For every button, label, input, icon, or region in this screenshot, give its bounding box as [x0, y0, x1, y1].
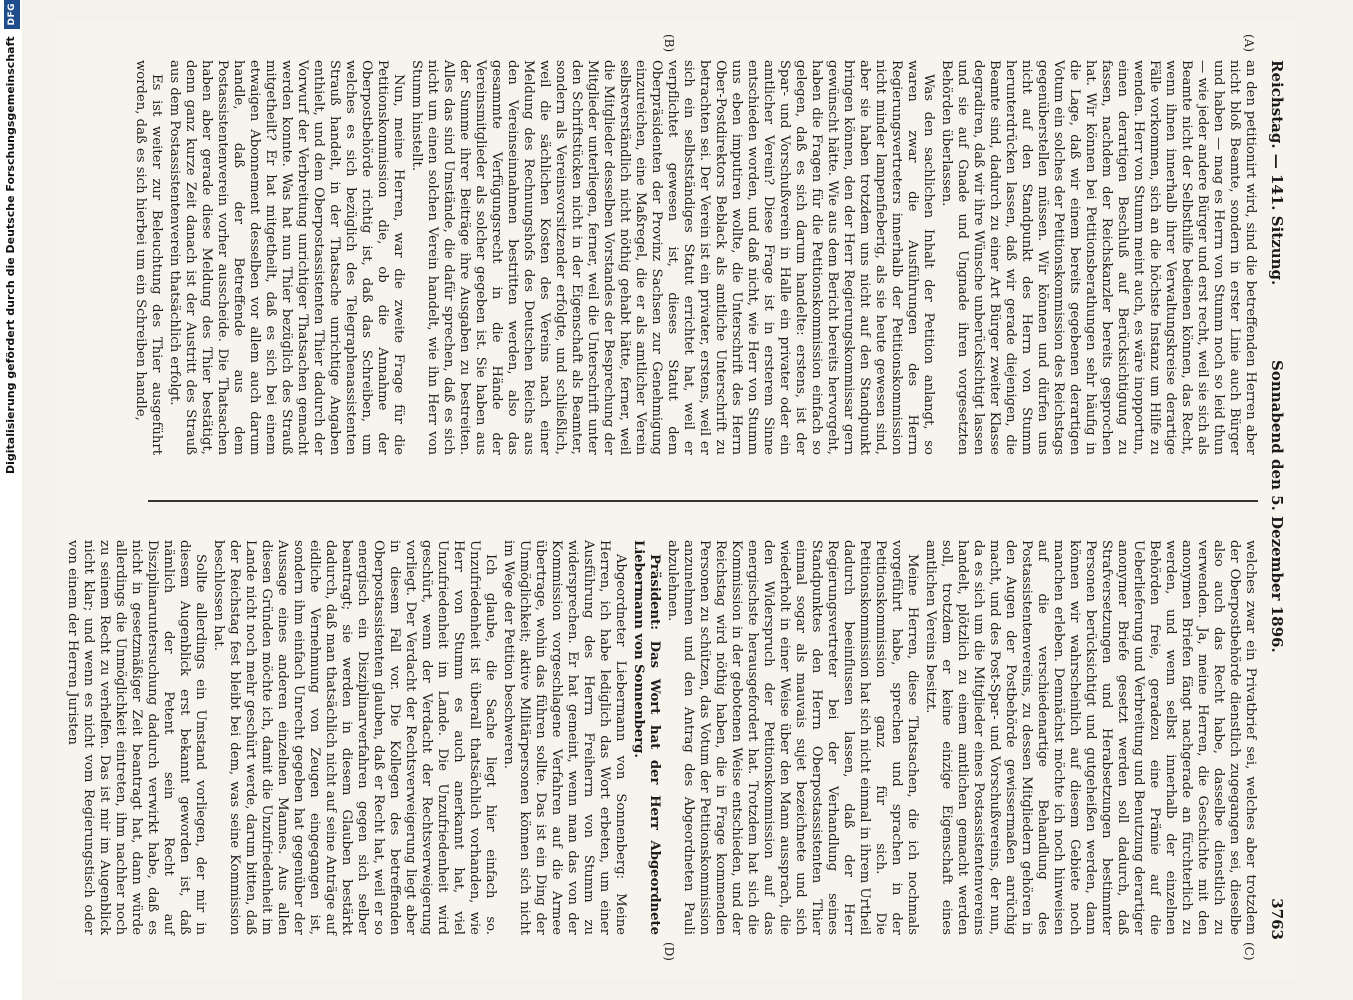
column-divider — [148, 500, 1258, 502]
attribution-strip — [0, 0, 22, 1000]
page-number: 3763 — [1268, 898, 1286, 940]
paragraph: Sollte allerdings ein Umstand vorliegen, der mir in diesem Augenblick erst bekannt geworden ist, daß nämlich der Petent sein Recht auf Disziplinaruntersuchung dadurch verwirkt habe, daß es nicht in gesetzmäßiger Zeit beantragt hat, dann würde allerdings die Unmöglichkeit eintreten, ihm nachher noch zu seinem Recht zu verhelfen. Das ist mir im Augenblick nicht klar; und wenn es nicht vom Regierungstisch oder von einem der Herren Juristen — [65, 540, 208, 935]
paragraph: Ich glaube, die Sache liegt hier einfach so. Unzufriedenheit ist überall thatsächlich vorhanden, wie Herr von Stumm es auch anerkannt hat, viel Unzufriedenheit im Lande. Die Unzufriedenheit wird geschürt, wenn der Verdacht der Rechtsverweigerung vorliegt. Der Verdacht der Rechtsverweigerung liegt aber in diesem Fall vor. Die Kollegen des betreffenden Oberpostassistenten glauben, daß er Recht hat, weil er so energisch ein Disziplinarverfahren gegen sich selber beantragt; sie werden in diesem Glauben bestärkt dadurch, daß man thatsächlich nicht auf seine Anträge auf eidliche Vernehmung von Zeugen eingegangen ist, sondern ihm einfach Unrecht gegeben hat gegenüber der Aussage eines anderen einzelnen Mannes. Aus allen diesen Gründen möchte ich, damit die Unzufriedenheit im Lande nicht noch mehr geschürt werde, darum bitten, daß der Reichstag fest bleibt bei dem, was seine Kommission beschlossen hat. — [211, 540, 498, 935]
dfg-logo: DFG — [4, 0, 20, 29]
header-session: Reichstag. — 141. Sitzung. — [1268, 60, 1286, 286]
text-column-left — [133, 60, 1258, 455]
margin-marker-b: (B) — [662, 34, 676, 53]
paragraph: Es ist weiter zur Beleuchtung des Thier ausgeführt worden, daß es sich hierbei um ein Schreiben handle, — [133, 60, 164, 455]
paragraph: Abgeordneter Liebermann von Sonnenberg: Meine Herren, ich habe lediglich das Wort erbeten, um einer Ausführung des Herrn Freiherrn von Stumm zu widersprechen. Er hat gemeint, wenn man das von der Kommission vorgeschlagene Verfahren auf die Armee übertrage, wohin das führen sollte. Das ist ein Ding der Unmöglichkeit; aktive Militärpersonen können sich nicht im Wege der Petition beschweren. — [501, 540, 628, 935]
paragraph: Meine Herren, diese Thatsachen, die ich nochmals vorgeführt habe, sprechen und sprachen in der Petitionskommission ganz für sich. Die Petitionskommission hat sich nicht einmal in ihrem Urtheil dadurch beeinflussen lassen, daß der Herr Regierungsvertreter bei der Verhandlung seines Standpunktes den Herrn Oberpostassistenten Thier einmal sogar als mauvais sujet bezeichnete und sich wiederholt in einer Weise über den Mann aussprach, die den Widerspruch der Petitionskommission auf das energischste herausgefordert hat. Trotzdem hat sich die Kommission in der gebotenen Weise entschieden, und der Reichstag wird nöthig haben, die in Frage kommenden Personen zu schützen, das Votum der Petitionskommission anzunehmen und den Antrag des Abgeordneten Pauli abzulehnen. — [665, 540, 920, 935]
page-header — [1264, 60, 1286, 940]
paragraph: welches zwar ein Privatbrief sei, welches aber trotzdem der Oberpostbehörde dienstlich zugegangen sei, dieselbe also auch das Recht habe, dasselbe dienstlich zu verwenden. Ja, meine Herren, die Geschichte mit den anonymen Briefen fängt nachgerade an fürchterlich zu werden, und wenn selbst innerhalb der einzelnen Behörden freie, geradezu eine Prämie auf die Ueberlieferung und Verbreitung und Benutzung derartiger anonymer Briefe gesetzt werden soll dadurch, daß Strafversetzungen und Herabsetzungen bestimmter Personen berücksichtigt und gutgeheißen werden, dann können wir wahrscheinlich auf diesem Gebiete noch manchen erleben. Demnächst möchte ich noch hinweisen auf die verschiedenartige Behandlung des Postassistentenvereins, zu dessen Mitgliedern gehören in den Augen der Postbehörde gewissermaßen anrüchig macht, und des Post-Spar- und Vorschußvereins, der nun, da es sich um die Mitglieder eines Postassistentenvereins handelt, plötzlich zu einem amtlichen gemacht werden soll, trotzdem er keine einzige Eigenschaft eines amtlichen Vereins besitzt. — [923, 540, 1258, 935]
paragraph: Nun, meine Herren, war die zweite Frage für die Petitionskommission die, ob die Annahme der Oberpostbehörde richtig ist, daß das Schreiben, um welches es sich bezüglich des Telegraphenassistenten Strauß handelt, in der Thatsache unrichtige Angaben enthielt, und dem Oberpostassistenten Thier dadurch der Vorwurf der Verbreitung unrichtiger Thatsachen gemacht werden konnte. Was hat nun Thier bezüglich des Strauß mitgetheilt? Er hat mitgetheilt, daß es sich bei einem etwaigen Abonnement desselben vor allem auch darum handle, daß der Betreffende aus dem Postassistentenverein vorher ausscheide. Die Thatsachen haben aber gerade diese Meldung des Thier bestätigt, denn ganz kurze Zeit danach ist der Austritt des Strauß aus dem Postassistentenverein thatsächlich erfolgt. — [167, 60, 406, 455]
attribution-text — [3, 0, 19, 1000]
text-column-right — [65, 540, 1258, 935]
paragraph: an den petitionirt wird, sind die betreffenden Herren aber nicht bloß Beamte, sondern in erster Linie auch Bürger und haben — mag es Herrn von Stumm noch so leid thun — wie jeder andere Bürger und erst recht, weil sie sich als Beamte nicht der Selbsthilfe bedienen können, das Recht, wenn ihnen innerhalb ihrer Verwaltungskreise derartige Fälle vorkommen, sich an die höchste Instanz um Hilfe zu wenden. Herr von Stumm meint auch, es wäre inopportun, einen derartigen Beschluß auf Berücksichtigung zu fassen, nachdem der Reichskanzler bereits gesprochen hat. Wir können bei Petitionsberathungen sehr häufig in die Lage, daß wir einem bereits gegebenen derartigen Votum ein solches der Petitionskommission des Reichstags gegenüberstellen müssen. Wir können und dürfen uns nicht auf den Standpunkt des Herrn von Stumm herunterdrücken lassen, daß wir gerade diejenigen, die Beamte sind, dadurch zu einer Art Bürger zweiter Klasse degradiren, daß wir ihre Wünsche unberücksichtigt lassen und sie auf Gnade und Ungnade ihren vorgesetzten Behörden überlassen. — [939, 60, 1258, 455]
margin-marker-c: (C) — [1242, 942, 1256, 961]
margin-marker-a: (A) — [1242, 34, 1256, 53]
header-date: Sonnabend den 5. Dezember 1896. — [1268, 360, 1286, 653]
attribution-label: Digitalisierung gefördert durch die Deutsche Forschungsgemeinschaft — [4, 36, 17, 475]
speaker-paragraph: Präsident: Das Wort hat der Herr Abgeordnete Liebermann von Sonnenberg. — [631, 540, 662, 935]
paragraph: Was den sachlichen Inhalt der Petition anlangt, so waren zwar die Ausführungen des Herrn Regierungsvertreters innerhalb der Petitionskommission nicht minder lampenfieberig, als sie heute gewesen sind, aber sie haben trotzdem uns nicht auf den Standpunkt bringen können, den der Herr Regierungskommissar gern gewünscht hätte. Wie aus dem Bericht bereits hervorgeht, haben die Fragen für die Petitionskommission einfach so gelegen, daß es sich darum handelte: erstens, ist der Spar- und Vorschußverein in Halle ein privater oder ein amtlicher Verein? Diese Frage ist in ersterem Sinne entschieden worden, und daß nicht, wie Herr von Stumm uns eben imputiren wollte, die Unterschrift des Herrn Ober-Postdirektors Beblack als amtliche Unterschrift zu betrachten sei. Der Verein ist ein privater, erstens, weil er sich ein selbstständiges Statut errichtet hat, weil er verpflichtet gewesen ist, dieses Statut dem Oberpräsidenten der Provinz Sachsen zur Genehmigung einzureichen, eine Maßregel, die er als amtlicher Verein selbstverständlich nicht nöthig gehabt hätte, ferner, weil die Mitglieder desselben Vorstandes der Besprechung der Mitglieder unterliegen, ferner, weil die Unterschrift unter den Schriftstücken nicht in der Eigenschaft als Beamter, sondern als Vereinsvorsitzender erfolgte, und schließlich, weil die sächlichen Kosten des Vereins nach einer Meldung des Rechnungshofs des Deutschen Reichs aus den Vereinseinnahmen bestritten werden, also das gesammte Verfügungsrecht in die Hände der Vereinsmitglieder als solcher gegeben ist. Sie haben aus der Summe ihrer Beiträge ihre Ausgaben zu bestreiten. Alles das sind Umstände, die dafür sprechen, daß es sich nicht um einen solchen Verein handelt, wie ihn Herr von Stumm hinstellt. — [409, 60, 936, 455]
margin-marker-d: (D) — [662, 942, 676, 961]
document-sheet — [56, 20, 1296, 980]
